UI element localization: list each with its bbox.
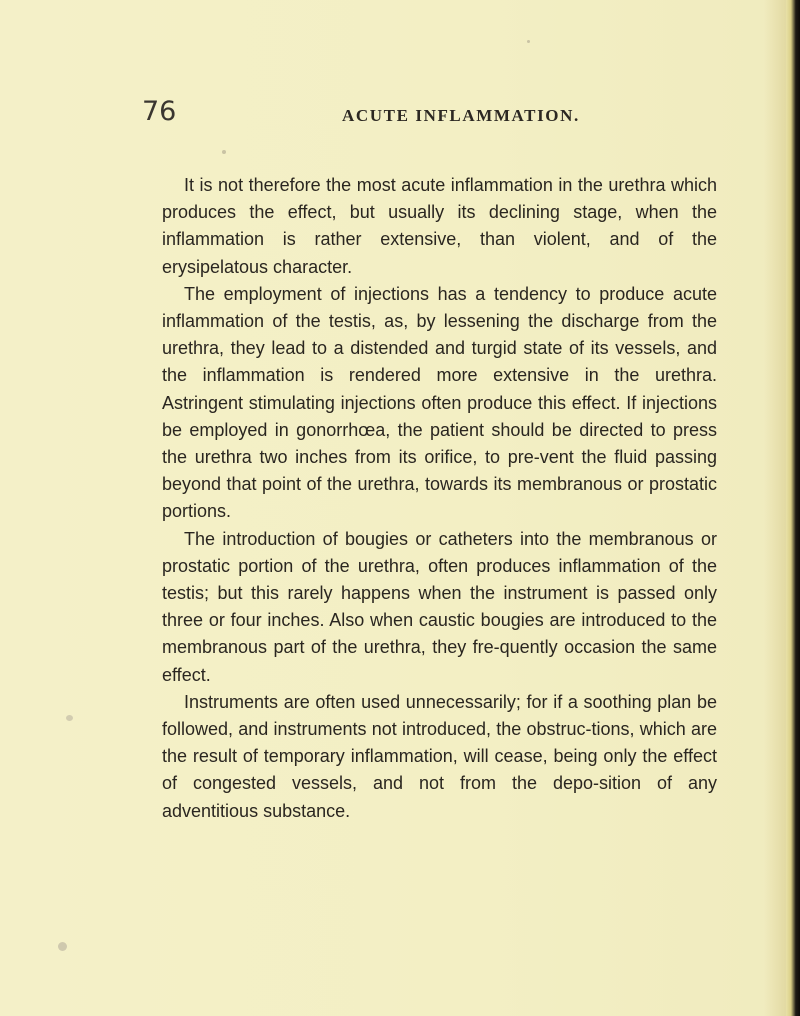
page-header xyxy=(142,96,580,136)
paper-speck xyxy=(527,40,530,43)
paragraph-4: Instruments are often used unnecessarily; for if a soothing plan be followed, and instruments not introduced, the obstruc-tions, which are the result of temporary inflammation, will cease, being only the effect of congested vessels, and not from the depo-sition of any adventitious substance. xyxy=(162,691,717,821)
book-spine-edge xyxy=(786,0,800,1016)
paragraph-2: The employment of injections has a tendency to produce acute inflammation of the testis, as, by lessening the discharge from the urethra, they lead to a distended and turgid state of its vessels, and the inflammation is rendered more extensive in the urethra. Astringent stimulating injections often produce this effect. If injections be employed in gonorrhœa, the patient should be directed to press the urethra two inches from its orifice, to pre-vent the fluid passing beyond that point of the urethra, towards its membranous or prostatic portions. xyxy=(162,283,717,522)
page-number: 76 xyxy=(142,96,177,127)
paper-speck xyxy=(58,942,67,951)
body-text xyxy=(162,172,717,825)
running-head: ACUTE INFLAMMATION. xyxy=(342,106,580,125)
paragraph-3: The introduction of bougies or catheters into the membranous or prostatic portion of the urethra, often produces inflammation of the testis; but this rarely happens when the instrument is passed only three or four inches. Also when caustic bougies are introduced to the membranous part of the urethra, they fre-quently occasion the same effect. xyxy=(162,528,717,685)
paragraph-1: It is not therefore the most acute inflammation in the urethra which produces the effect, but usually its declining stage, when the inflammation is rather extensive, than violent, and of the erysipelatous character. xyxy=(162,175,717,277)
paper-speck xyxy=(222,150,226,154)
spine-shadow xyxy=(764,0,786,1016)
paper-speck xyxy=(66,715,73,721)
